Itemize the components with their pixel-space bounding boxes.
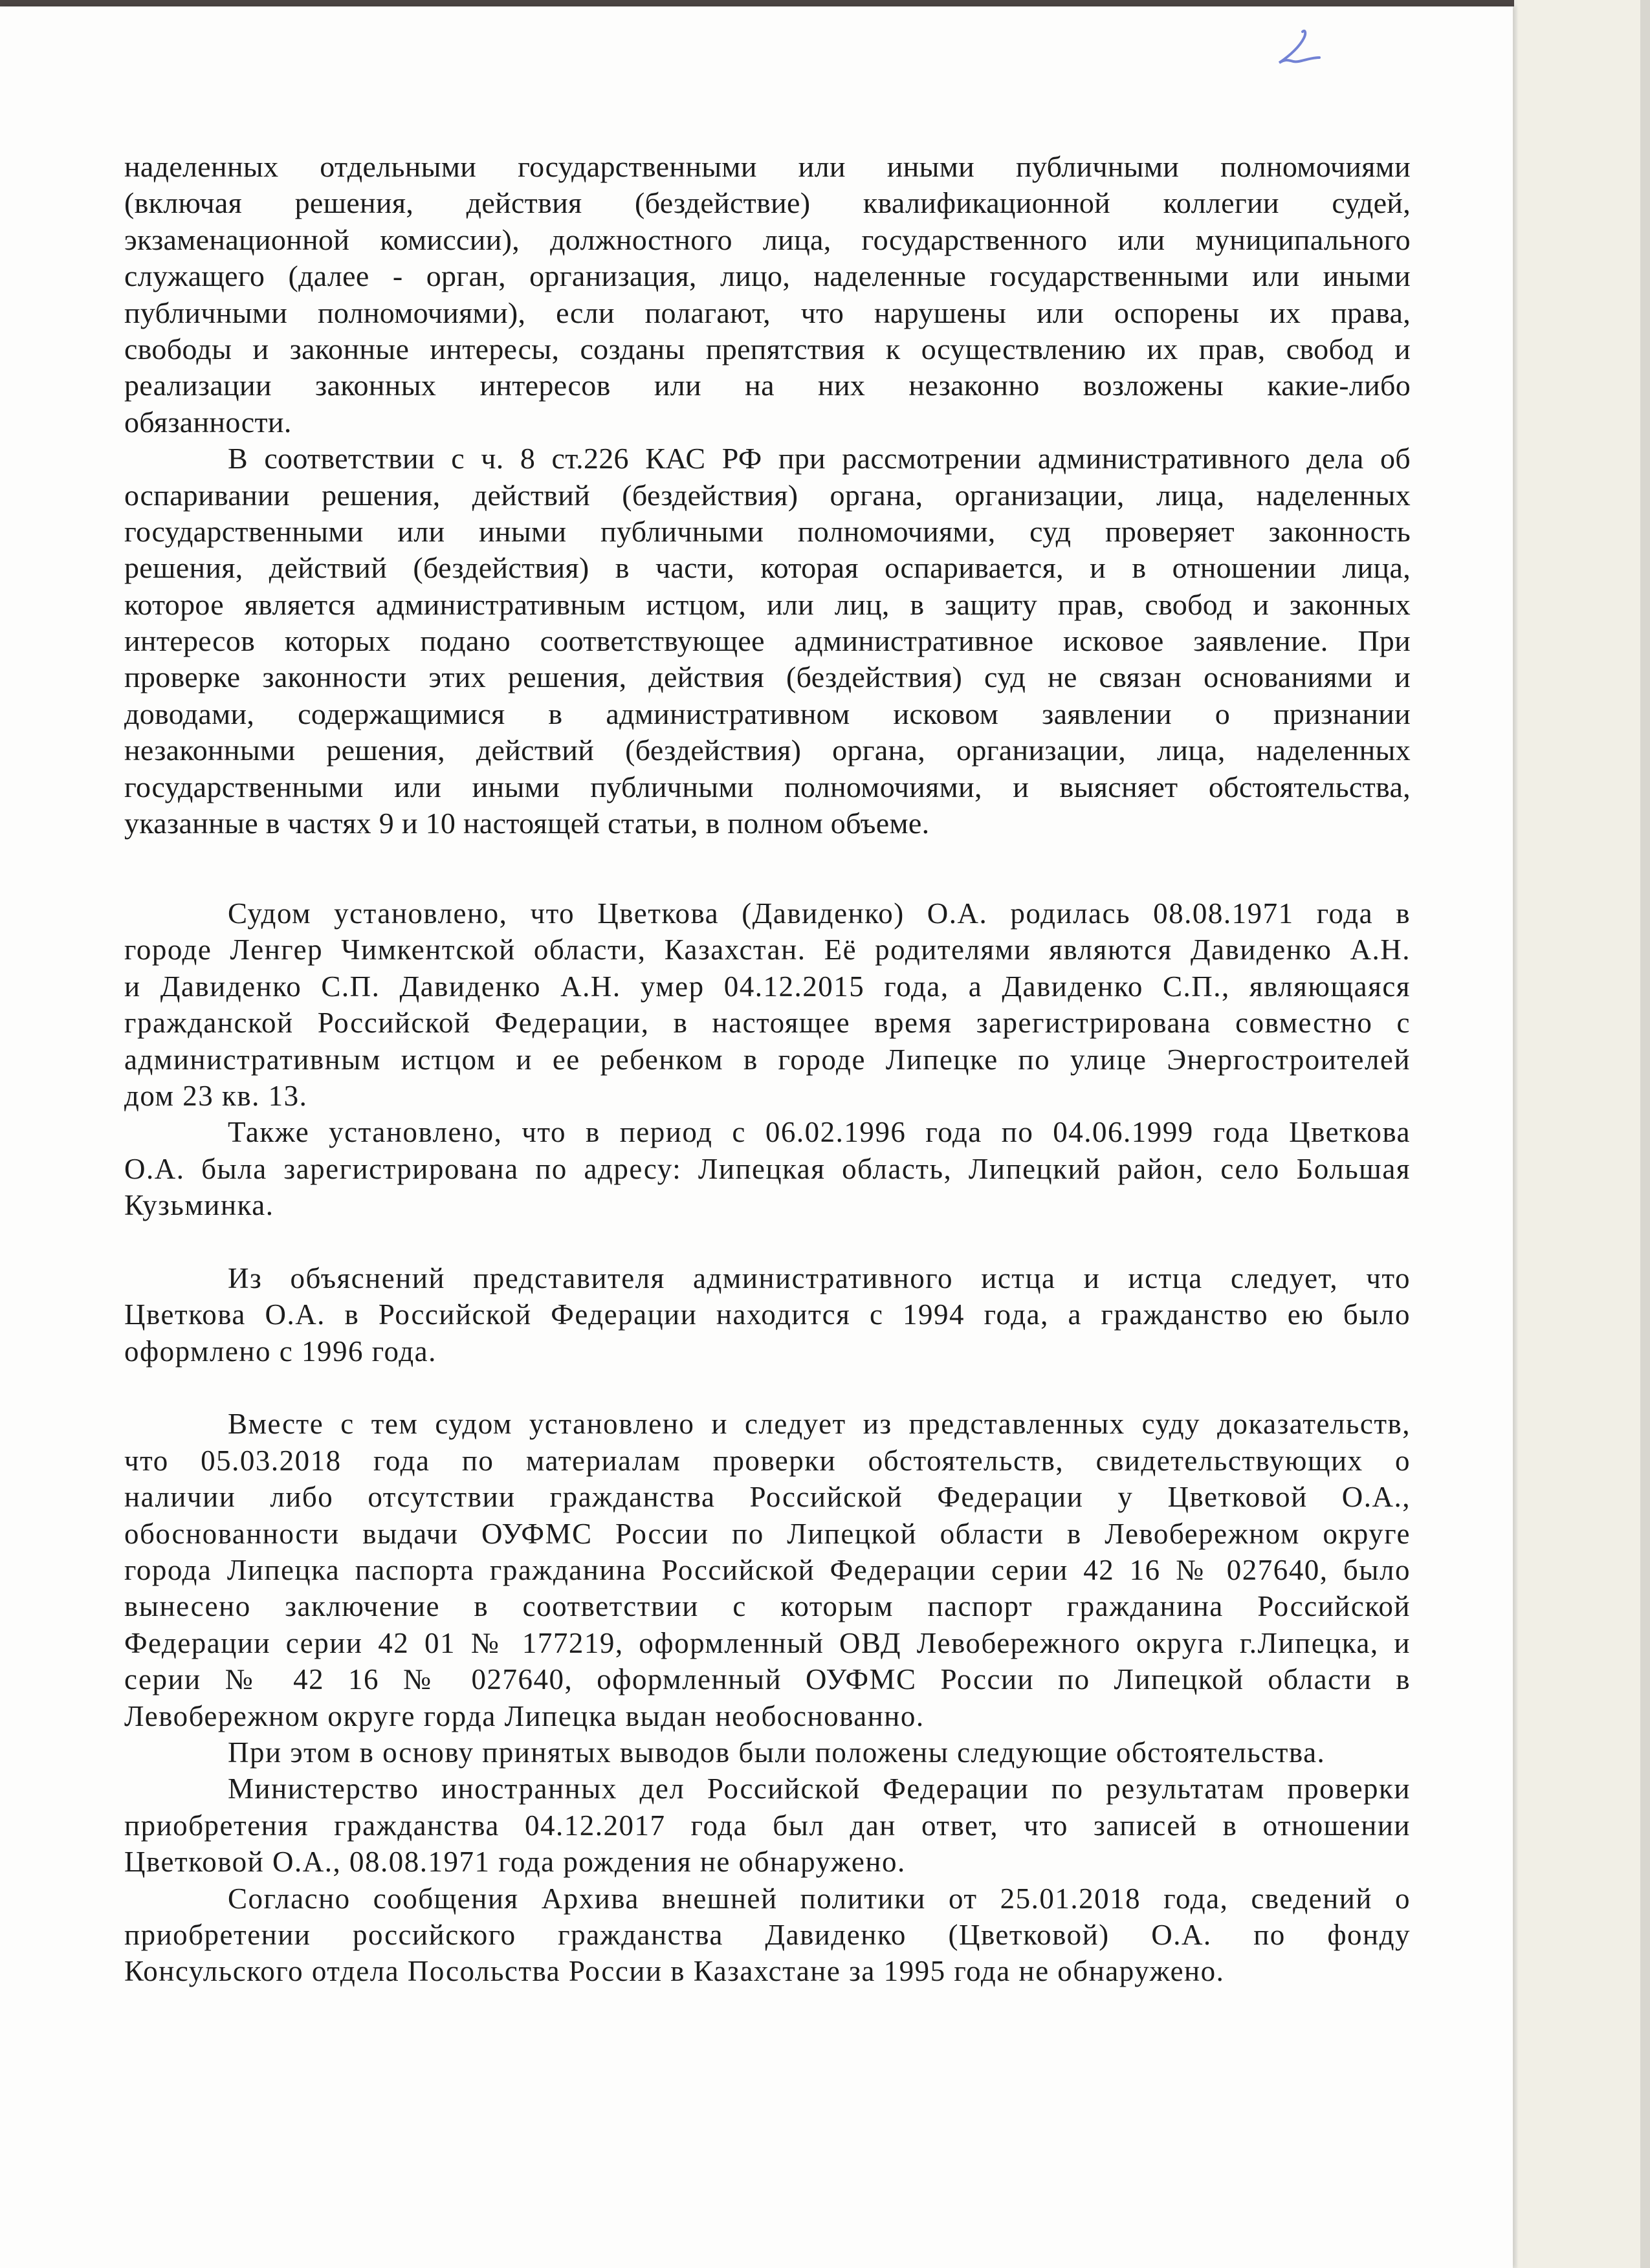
text-line: публичными полномочиями), если полагают, что нарушены или оспорены их права, bbox=[124, 296, 1411, 329]
paragraph bbox=[124, 1406, 1411, 1734]
paragraph bbox=[124, 1881, 1411, 1990]
text-line: дом 23 кв. 13. bbox=[124, 1079, 308, 1112]
text-line: городе Ленгер Чимкентской области, Казахстан. Её родителями являются Давиденко А.Н. bbox=[124, 933, 1411, 966]
text-line: Цветковой О.А., 08.08.1971 года рождения не обнаружено. bbox=[124, 1846, 906, 1879]
text-line: указанные в частях 9 и 10 настоящей статьи, в полном объеме. bbox=[124, 807, 930, 840]
text-line: и Давиденко С.П. Давиденко А.Н. умер 04.12.2015 года, а Давиденко С.П., являющаяся bbox=[124, 970, 1411, 1003]
paragraph bbox=[124, 441, 1411, 842]
paragraph bbox=[124, 1734, 1411, 1771]
text-line: реализации законных интересов или на них незаконно возложены какие-либо bbox=[124, 369, 1411, 402]
text-line: проверке законности этих решения, действия (бездействия) суд не связан основаниями и bbox=[124, 660, 1411, 694]
paragraph bbox=[124, 1260, 1411, 1369]
text-line: Левобережном округе горда Липецка выдан необоснованно. bbox=[124, 1699, 925, 1732]
text-line: оспаривании решения, действий (бездействия) органа, организации, лица, наделенных bbox=[124, 478, 1411, 512]
text-line: гражданской Российской Федерации, в настоящее время зарегистрирована совместно с bbox=[124, 1007, 1411, 1040]
text-line: Цветкова О.А. в Российской Федерации находится с 1994 года, а гражданство ею было bbox=[124, 1298, 1411, 1331]
text-line: экзаменационной комиссии), должностного лица, государственного или муниципального bbox=[124, 223, 1411, 256]
text-line: решения, действий (бездействия) в части, которая оспаривается, и в отношении лица, bbox=[124, 551, 1411, 585]
paragraph bbox=[124, 149, 1411, 441]
text-line: При этом в основу принятых выводов были положены следующие обстоятельства. bbox=[228, 1736, 1326, 1769]
paragraph bbox=[124, 1114, 1411, 1223]
text-line: серии № 42 16 № 027640, оформленный ОУФМС России по Липецкой области в bbox=[124, 1663, 1411, 1696]
text-line: что 05.03.2018 года по материалам проверки обстоятельств, свидетельствующих о bbox=[124, 1444, 1411, 1477]
paragraph bbox=[124, 895, 1411, 1114]
text-line: О.А. была зарегистрирована по адресу: Липецкая область, Липецкий район, село Большая bbox=[124, 1152, 1411, 1185]
scan-border bbox=[1640, 0, 1650, 2268]
text-line: оформлено с 1996 года. bbox=[124, 1335, 437, 1368]
text-line: приобретении российского гражданства Давиденко (Цветковой) О.А. по фонду bbox=[124, 1918, 1411, 1951]
text-line: Консульского отдела Посольства России в Казахстане за 1995 года не обнаружено. bbox=[124, 1955, 1225, 1988]
text-line: обязанности. bbox=[124, 405, 292, 439]
blank-line bbox=[124, 1224, 1411, 1260]
text-line: города Липецка паспорта гражданина Российской Федерации серии 42 16 № 027640, было bbox=[124, 1554, 1411, 1587]
text-line: государственными или иными публичными полномочиями, суд проверяет законность bbox=[124, 514, 1411, 548]
scan-right-margin bbox=[1517, 0, 1640, 2268]
blank-line bbox=[124, 1369, 1411, 1406]
text-block-bottom bbox=[124, 895, 1411, 1990]
text-line: служащего (далее - орган, организация, лицо, наделенные государственными или иными bbox=[124, 259, 1411, 293]
text-line: Также установлено, что в период с 06.02.1996 года по 04.06.1999 года Цветкова bbox=[228, 1116, 1411, 1149]
text-line: которое является административным истцом, или лиц, в защиту прав, свобод и законных bbox=[124, 587, 1411, 621]
text-line: интересов которых подано соответствующее административное исковое заявление. При bbox=[124, 624, 1411, 658]
text-block-top bbox=[124, 149, 1411, 842]
text-line: свободы и законные интересы, созданы препятствия к осуществлению их прав, свобод и bbox=[124, 332, 1411, 365]
text-line: наличии либо отсутствии гражданства Российской Федерации у Цветковой О.А., bbox=[124, 1481, 1411, 1514]
text-line: Судом установлено, что Цветкова (Давиденко) О.А. родилась 08.08.1971 года в bbox=[228, 897, 1411, 930]
text-line: вынесено заключение в соответствии с которым паспорт гражданина Российской bbox=[124, 1590, 1411, 1623]
text-line: административным истцом и ее ребенком в городе Липецке по улице Энергостроителей bbox=[124, 1043, 1411, 1076]
text-line: Кузьминка. bbox=[124, 1189, 274, 1222]
paragraph bbox=[124, 1771, 1411, 1880]
text-line: В соответствии с ч. 8 ст.226 КАС РФ при рассмотрении административного дела об bbox=[228, 442, 1411, 475]
text-line: (включая решения, действия (бездействие) квалификационной коллегии судей, bbox=[124, 186, 1411, 220]
text-line: приобретения гражданства 04.12.2017 года был дан ответ, что записей в отношении bbox=[124, 1809, 1411, 1842]
scan-top-edge bbox=[0, 0, 1514, 6]
text-line: Министерство иностранных дел Российской Федерации по результатам проверки bbox=[228, 1772, 1411, 1805]
text-line: Вместе с тем судом установлено и следует из представленных суду доказательств, bbox=[228, 1408, 1411, 1441]
text-line: доводами, содержащимися в административном исковом заявлении о признании bbox=[124, 697, 1411, 730]
text-line: государственными или иными публичными полномочиями, и выясняет обстоятельства, bbox=[124, 770, 1411, 803]
handwritten-page-number bbox=[1271, 29, 1330, 68]
text-line: Из объяснений представителя административного истца и истца следует, что bbox=[228, 1261, 1411, 1294]
text-line: незаконными решения, действий (бездействия) органа, организации, лица, наделенных bbox=[124, 734, 1411, 767]
text-line: Федерации серии 42 01 № 177219, оформленный ОВД Левобережного округа г.Липецка, и bbox=[124, 1626, 1411, 1659]
text-line: Согласно сообщения Архива внешней политики от 25.01.2018 года, сведений о bbox=[228, 1882, 1411, 1915]
text-line: наделенных отдельными государственными или иными публичными полномочиями bbox=[124, 150, 1411, 183]
text-line: обоснованности выдачи ОУФМС России по Липецкой области в Левобережном округе bbox=[124, 1517, 1411, 1550]
